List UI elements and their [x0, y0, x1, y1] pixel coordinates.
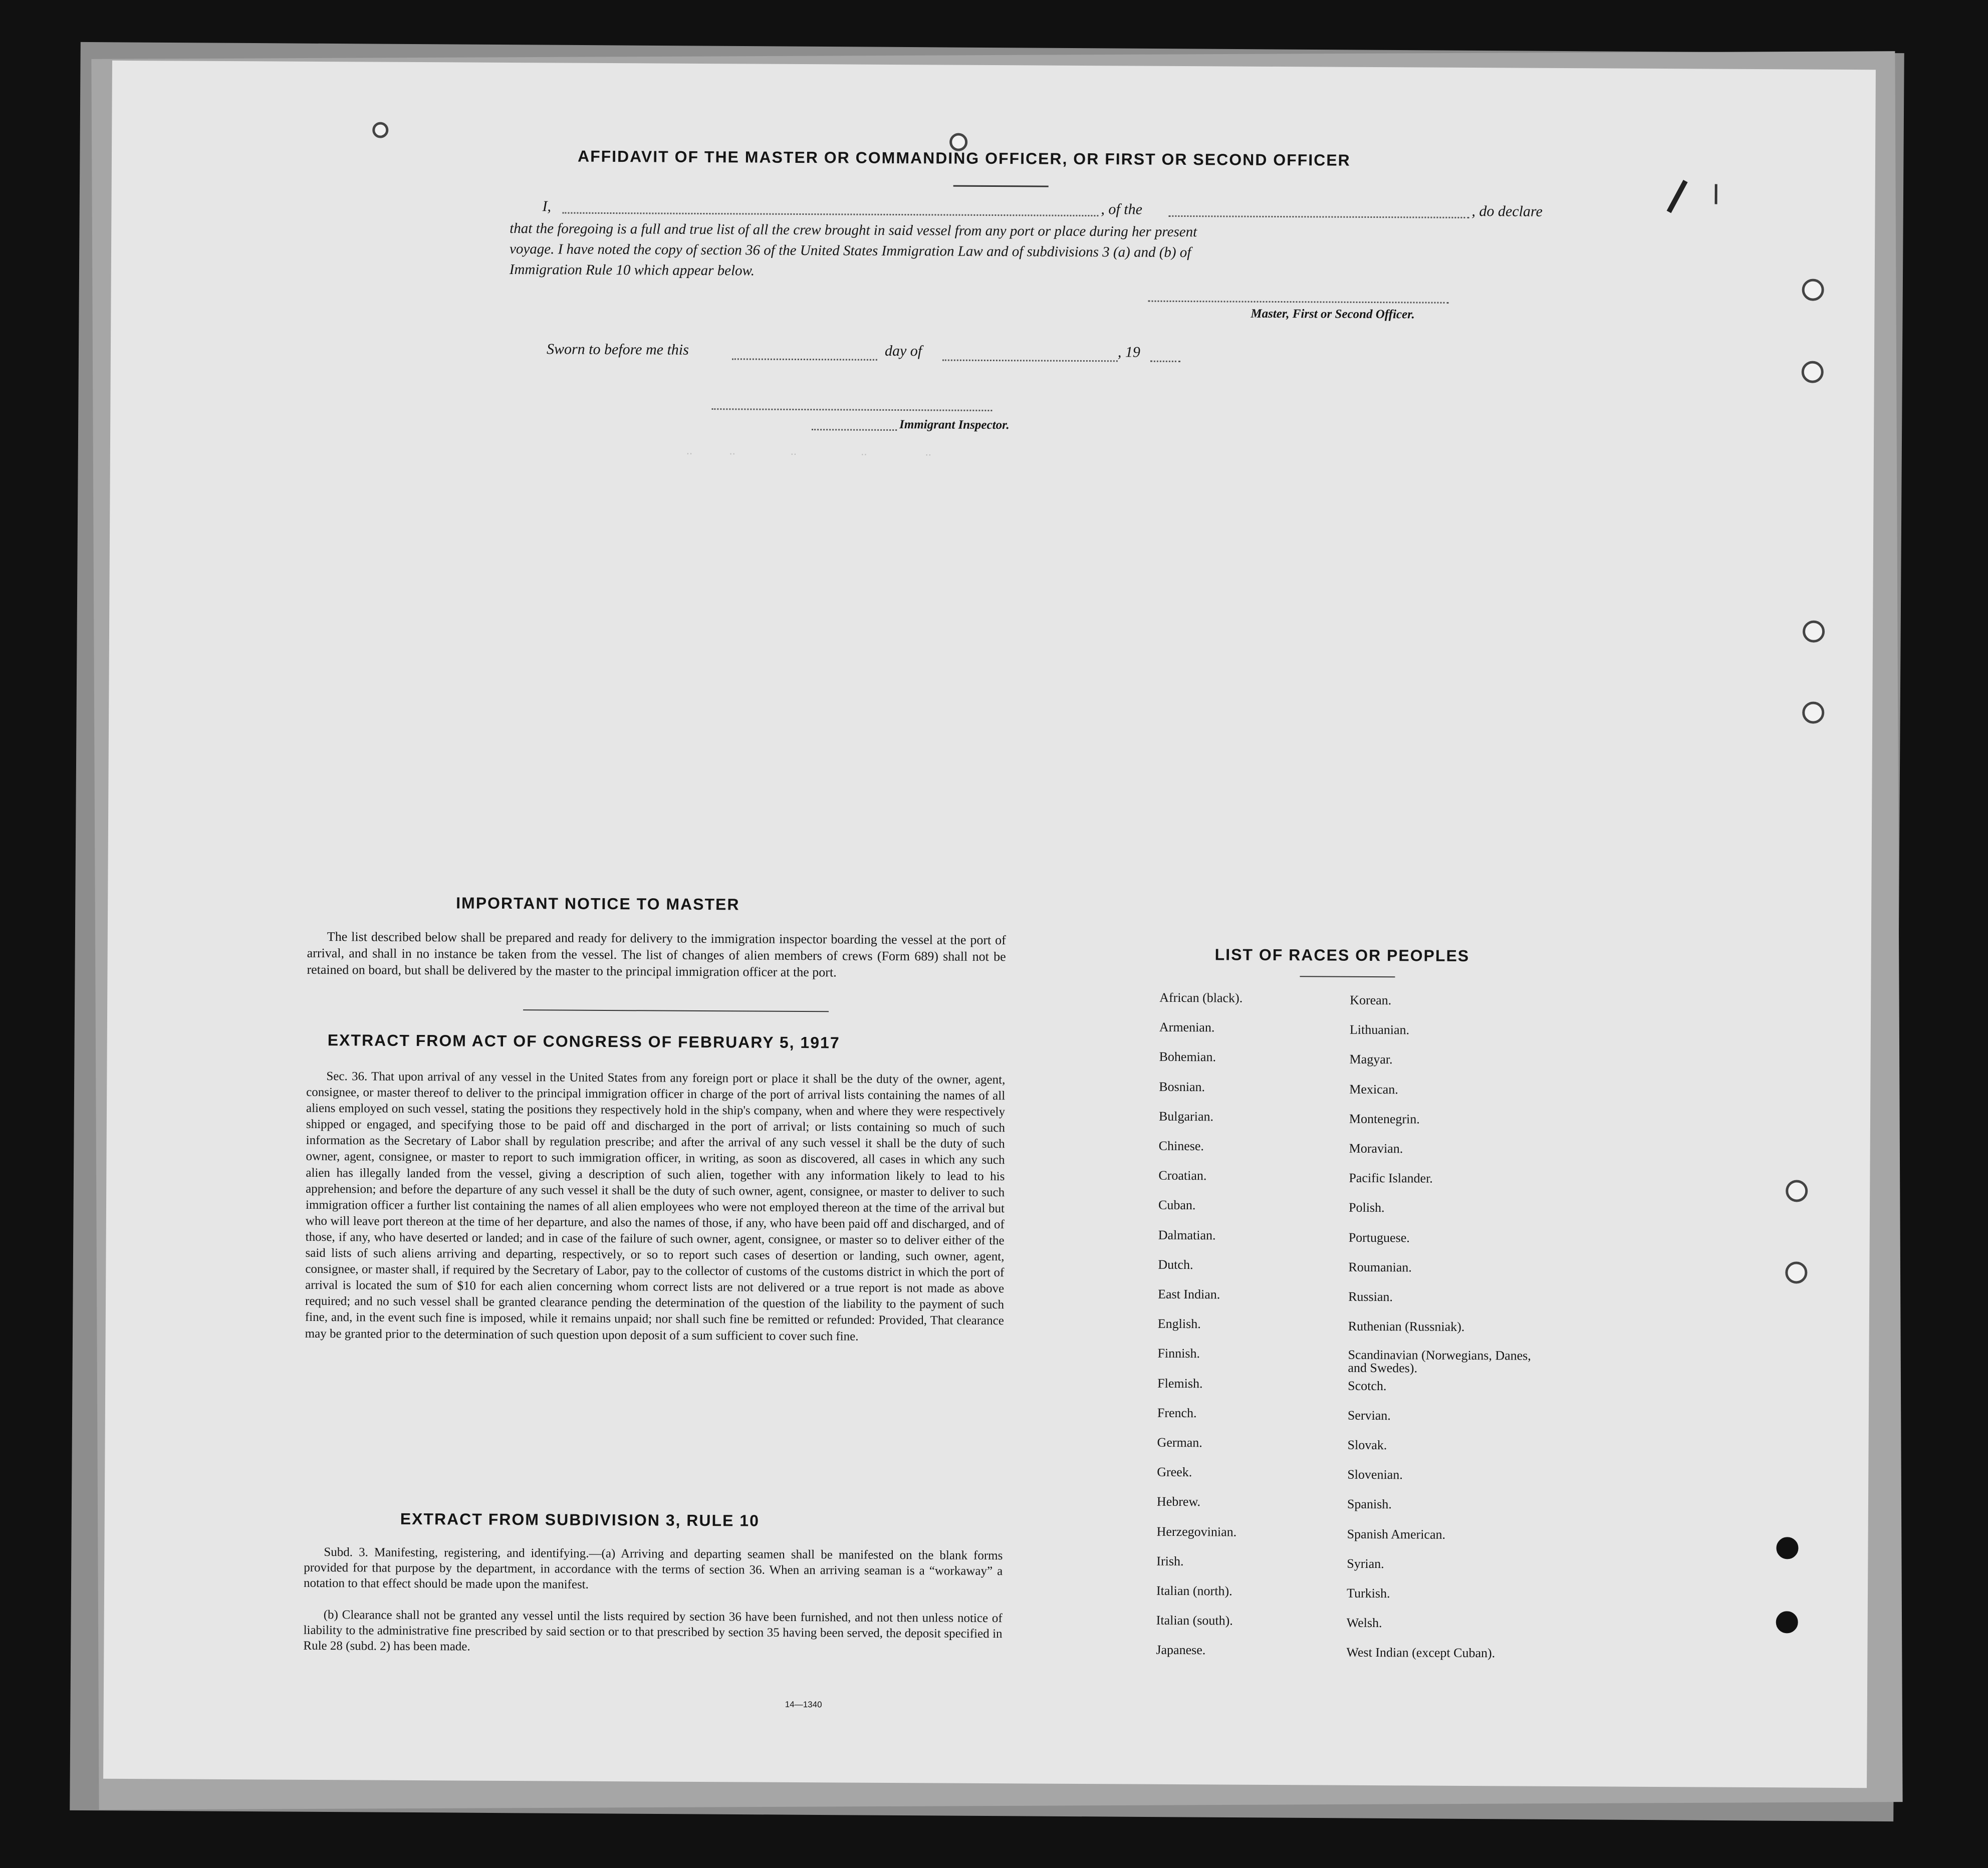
race-item: Dalmatian. [1158, 1227, 1216, 1242]
affidavit-body-line-2: that the foregoing is a full and true list of all the crew brought in said vessel from any port or place during her present [510, 220, 1197, 240]
binder-hole-icon [1803, 620, 1825, 642]
title-rule [953, 185, 1049, 187]
race-item: Hebrew. [1156, 1494, 1201, 1509]
sworn-year-field[interactable] [1150, 361, 1180, 362]
binder-hole-icon [1802, 361, 1824, 383]
binder-hole-icon [1786, 1180, 1808, 1202]
race-item: Italian (south). [1156, 1613, 1233, 1628]
race-item: French. [1157, 1405, 1197, 1420]
race-item: West Indian (except Cuban). [1346, 1645, 1496, 1661]
race-item: Bohemian. [1159, 1049, 1216, 1064]
affidavit-i: I, [542, 198, 552, 215]
race-item: Scotch. [1348, 1378, 1387, 1393]
races-rule [1300, 976, 1395, 977]
bleed-through-marks: .. .. .. .. .. [686, 444, 931, 458]
affidavit-declare: , do declare [1471, 203, 1543, 220]
race-item: Russian. [1348, 1289, 1393, 1304]
pencil-mark [1715, 184, 1717, 204]
race-item: Spanish. [1347, 1497, 1392, 1512]
race-item: Portuguese. [1348, 1230, 1410, 1245]
race-item: Syrian. [1347, 1556, 1384, 1571]
race-item: Japanese. [1156, 1643, 1206, 1658]
notice-rule [523, 1009, 829, 1012]
race-item: Spanish American. [1347, 1526, 1446, 1542]
affidavit-body-line-3: voyage. I have noted the copy of section 36 of the United States Immigration Law and of subdivisions 3 (a) and (b) of [509, 240, 1191, 261]
race-item: East Indian. [1158, 1286, 1220, 1302]
act-text: Sec. 36. That upon arrival of any vessel in the United States from any foreign port or place it shall be the duty of the owner, agent, consignee, or master thereof to deliver to the principal immigration officer in charge of the port of arrival lists containing the names of all aliens employed on such vessel, stating the positions they respectively hold in the ship's company, when and where they were respectively shipped or engaged, and specifying those to be paid off and discharged in the port of arrival; or lists containing so much of such information as the Secretary of Labor shall by regulation prescribe; and after the arrival of any such vessel it shall be the duty of such owner, agent, consignee, or master to report to such immigration officer, in writing, as soon as discovered, all cases in which any such alien has illegally landed from the vessel, giving a description of such alien, together with any information likely to lead to his apprehension; and before the departure of any such vessel it shall be the duty of such owner, agent, consignee, or master to deliver to such immigration officer a further list containing the names of all alien employees who were not employed thereon at the time of the arrival but who will leave port thereon at the time of her departure, and also the names of those, if any, who have been paid off and discharged, and of those, if any, who have deserted or landed; and in case of the failure of such owner, agent, consignee, or master so to deliver either of the said lists of such aliens arriving and departing, respectively, or so to report such cases of desertion or landing, such owner, agent, consignee, or master shall, if required by the Secretary of Labor, pay to the collector of customs of the customs district in which the port of arrival is located the sum of $10 for each alien concerning whom correct lists are not delivered or a true report is not made as above required; and no such vessel shall be granted clearance pending the determination of the question of the liability to the payment of such fine, and, in the event such fine is imposed, while it remains unpaid; nor shall such fine be remitted or refunded: Provided, That clearance may be granted prior to the determination of such question upon deposit of a sum sufficient to cover such fine. [305, 1070, 1006, 1344]
race-item: Lithuanian. [1349, 1022, 1410, 1037]
race-item: Herzegovinian. [1156, 1524, 1237, 1539]
race-item: Flemish. [1157, 1376, 1203, 1391]
day-of-text: day of [884, 342, 922, 360]
race-item: Cuban. [1158, 1198, 1196, 1213]
race-item: Montenegrin. [1349, 1111, 1420, 1127]
race-item: Slovak. [1347, 1437, 1387, 1453]
affidavit-title: AFFIDAVIT OF THE MASTER OR COMMANDING OFFICER, OR FIRST OR SECOND OFFICER [577, 147, 1351, 169]
vessel-name-field[interactable] [1168, 215, 1469, 218]
race-item: Mexican. [1349, 1082, 1398, 1097]
race-item: Greek. [1157, 1464, 1192, 1480]
race-item: Scandinavian (Norwegians, Danes, and Swedes). [1348, 1348, 1531, 1376]
race-item: Welsh. [1346, 1615, 1382, 1631]
affidavit-body-line-4: Immigration Rule 10 which appear below. [509, 261, 755, 279]
binder-hole-icon [1802, 701, 1824, 723]
race-item: Polish. [1348, 1200, 1385, 1215]
notice-title: IMPORTANT NOTICE TO MASTER [456, 894, 740, 914]
race-item: Irish. [1156, 1553, 1184, 1568]
binder-hole-icon [1802, 279, 1824, 301]
rule-title: EXTRACT FROM SUBDIVISION 3, RULE 10 [400, 1509, 760, 1530]
notice-text: The list described below shall be prepared and ready for delivery to the immigration inspector boarding the vessel at the port of arrival, and shall in no instance be taken from the vessel. The list of changes of alien members of crews (Form 689) shall not be retained on board, but shall be delivered by the master to the principal immigration officer at the port. [307, 929, 1006, 980]
race-item: Korean. [1350, 992, 1392, 1008]
race-item: Ruthenian (Russniak). [1348, 1318, 1465, 1335]
race-item: Armenian. [1159, 1019, 1215, 1035]
race-item: African (black). [1159, 990, 1243, 1005]
master-name-field[interactable] [562, 212, 1098, 217]
pencil-mark [1667, 180, 1688, 213]
rule-text-a: Subd. 3. Manifesting, registering, and identifying.—(a) Arriving and departing seamen shall be manifested on the blank forms provided for that purpose by the department, in accordance with the terms of section 36. When an arriving seaman is a “workaway” a notation to that effect should be made upon the manifest. [304, 1545, 1003, 1591]
rule-text-b: (b) Clearance shall not be granted any vessel until the lists required by section 36 have been furnished, and not then unless notice of liability to the administrative fine prescribed by said section or to that prescribed by section 35 having been served, the deposit specified in Rule 28 (subd. 2) has been made. [303, 1608, 1003, 1654]
race-item: Turkish. [1346, 1585, 1390, 1601]
races-title: LIST OF RACES OR PEOPLES [1214, 945, 1470, 965]
inspector-dot-lead [812, 429, 897, 431]
signature-field[interactable] [1148, 301, 1449, 304]
binder-hole-icon [1785, 1261, 1807, 1283]
document-page [103, 61, 1876, 1788]
binder-hole-icon [949, 133, 967, 151]
race-item: Bosnian. [1159, 1079, 1205, 1094]
race-item: Roumanian. [1348, 1259, 1412, 1275]
inspector-label: Immigrant Inspector. [899, 418, 1010, 432]
binder-hole-icon [1776, 1537, 1798, 1559]
race-item: German. [1157, 1435, 1202, 1450]
race-item: Pacific Islander. [1349, 1170, 1433, 1186]
race-item: Magyar. [1349, 1052, 1393, 1067]
inspector-signature-field[interactable] [711, 408, 992, 411]
binder-hole-icon [372, 122, 388, 138]
binder-hole-icon [1776, 1611, 1798, 1633]
act-title: EXTRACT FROM ACT OF CONGRESS OF FEBRUARY 5, 1917 [327, 1031, 840, 1052]
race-item: Bulgarian. [1158, 1109, 1214, 1124]
sworn-day-field[interactable] [732, 358, 877, 361]
sworn-text: Sworn to before me this [546, 341, 689, 358]
race-item: Finnish. [1157, 1346, 1200, 1361]
race-item: Croatian. [1158, 1168, 1207, 1183]
race-item: Servian. [1347, 1408, 1391, 1423]
affidavit-of-the: , of the [1101, 201, 1143, 218]
sworn-month-field[interactable] [942, 359, 1118, 362]
race-item: Moravian. [1349, 1141, 1403, 1156]
race-item: English. [1157, 1316, 1201, 1331]
signature-label: Master, First or Second Officer. [1251, 307, 1415, 322]
race-item: Chinese. [1158, 1138, 1204, 1154]
race-item: Dutch. [1158, 1257, 1193, 1272]
race-item: Italian (north). [1156, 1583, 1232, 1598]
race-item: Slovenian. [1347, 1467, 1403, 1482]
form-number: 14—1340 [785, 1699, 822, 1710]
year-prefix: , 19 [1117, 344, 1141, 361]
